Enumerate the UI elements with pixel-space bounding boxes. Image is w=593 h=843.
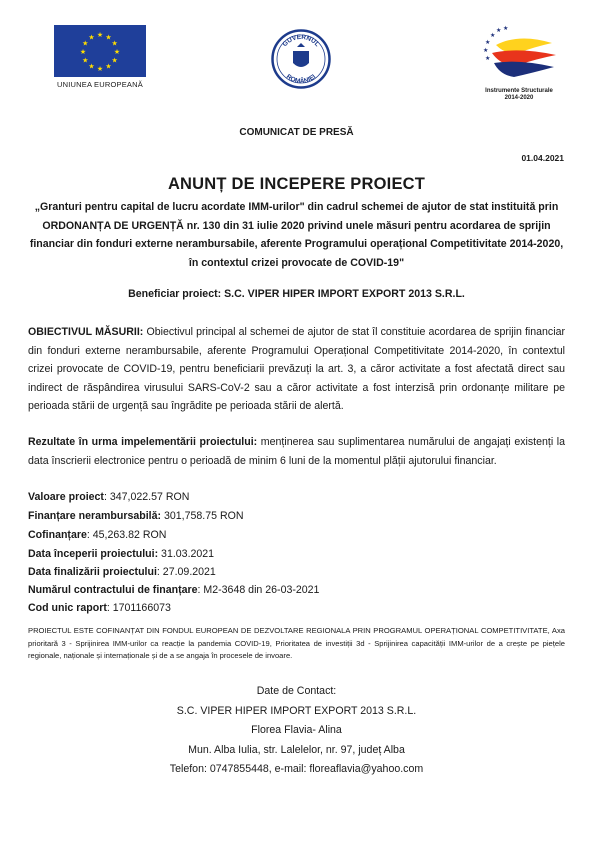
page-title: ANUNȚ DE INCEPERE PROIECT — [167, 175, 426, 193]
results-text: menținerea sau suplimentarea numărului de angajați existenți la data înscrierii electronice pentru o perioadă de minim 6 luni de la momentul plății ajutorului financiar. — [28, 436, 566, 467]
svg-text:★: ★ — [113, 48, 121, 56]
structural-instruments-logo — [474, 25, 564, 105]
objective-label: OBIECTIVUL MĂSURII: — [28, 326, 144, 338]
detail-start-date: Data începerii proiectului: 31.03.2021 — [28, 548, 215, 560]
svg-text:★: ★ — [111, 39, 118, 48]
svg-text:★: ★ — [503, 25, 509, 32]
contact-company: S.C. VIPER HIPER IMPORT EXPORT 2013 S.R.L. — [176, 704, 417, 717]
svg-text:GUVERNUL: GUVERNUL — [281, 33, 321, 49]
results-paragraph — [28, 433, 565, 470]
svg-text:★: ★ — [111, 56, 118, 65]
objective-paragraph — [28, 323, 565, 416]
contact-heading: Date de Contact: — [256, 685, 337, 697]
detail-cofinancing: Cofinanțare: 45,263.82 RON — [28, 529, 167, 541]
press-release-heading: COMUNICAT DE PRESĂ — [239, 127, 354, 138]
svg-text:★: ★ — [485, 55, 491, 62]
svg-text:★: ★ — [96, 65, 104, 73]
results-label: Rezultate în urma impelementării proiectului: — [28, 436, 258, 448]
eu-flag-icon — [54, 25, 146, 77]
release-date: 01.04.2021 — [521, 153, 564, 163]
detail-report-code: Cod unic raport: 1701166073 — [28, 602, 171, 614]
objective-text: Obiectivul principal al schemei de ajutor de stat îl constituie acordarea de sprijin financiar din fonduri externe nerambursabile, aferente Programului Operațional Competitivitate 2014-2020, în contextul crizei provocate de COVID-19, pentru beneficiarii prevăzuți la art. 3, a căror activitate a fost afectată direct sau indirect de răspândirea virusului SARS-CoV-2 sau a căror activitate a fost interzisă prin ordonanțe militare pe perioada stării de urgență sau îngrădite pe perioada stării de alertă. — [28, 326, 565, 412]
structural-instruments-icon — [474, 25, 564, 81]
beneficiary-value: S.C. VIPER HIPER IMPORT EXPORT 2013 S.R.L. — [221, 288, 465, 300]
cofinancing-footnote: PROIECTUL ESTE COFINANȚAT DIN FONDUL EUROPEAN DE DEZVOLTARE REGIONALA PRIN PROGRAMUL OPERAȚIONAL COMPETITIVITATE, Axa prioritară 3 - Sprijinirea IMM-urilor ca reacție la pandemia COVID-19, Prioritatea de investiții 3d - Sprijinirea capacității IMM-urilor de a crește pe piețele regionale, naționale și internaționale și de a se angaja în procesele de invoare. — [28, 626, 565, 661]
structural-instruments-label: Instrumente Structurale — [485, 88, 553, 94]
government-seal-icon — [271, 29, 331, 89]
detail-non-refundable-funding: Finanțare nerambursabilă: 301,758.75 RON — [28, 510, 244, 522]
detail-project-value: Valoare proiect: 347,022.57 RON — [28, 491, 190, 503]
contact-address: Mun. Alba Iulia, str. Lalelelor, nr. 97, județ Alba — [188, 743, 405, 756]
eu-logo — [54, 25, 146, 89]
project-subtitle: „Granturi pentru capital de lucru acordate IMM-urilor" din cadrul schemei de ajutor de stat instituită prin ORDONANȚA DE URGENȚĂ nr. 130 din 31 iulie 2020 privind unele măsuri pentru acordarea de sprijin financiar din fonduri externe nerambursabile, aferente Programului operațional Competitivitate 2014-2020, în contextul crizei provocate de COVID-19" — [29, 201, 564, 269]
svg-text:★: ★ — [82, 56, 89, 65]
svg-text:★: ★ — [88, 33, 95, 42]
eu-label: UNIUNEA EUROPEANĂ — [57, 80, 143, 89]
beneficiary — [0, 288, 593, 300]
svg-text:★: ★ — [79, 48, 87, 56]
government-logo — [271, 29, 331, 89]
svg-text:ROMÂNIEI: ROMÂNIEI — [284, 73, 318, 86]
contact-block — [0, 682, 593, 780]
svg-text:★: ★ — [105, 62, 112, 71]
detail-end-date: Data finalizării proiectului: 27.09.2021 — [28, 566, 216, 578]
contact-person: Florea Flavia- Alina — [251, 724, 342, 736]
contact-phone-email: Telefon: 0747855448, e-mail: floreaflavia@yahoo.com — [169, 763, 424, 775]
detail-contract-number: Numărul contractului de finanțare: M2-3648 din 26-03-2021 — [28, 584, 320, 596]
svg-text:★: ★ — [490, 32, 496, 39]
svg-text:★: ★ — [496, 27, 502, 34]
beneficiary-label: Beneficiar proiect: — [128, 288, 222, 300]
svg-text:★: ★ — [485, 39, 491, 46]
svg-text:★: ★ — [96, 31, 104, 39]
svg-text:★: ★ — [88, 62, 95, 71]
svg-text:★: ★ — [82, 39, 89, 48]
structural-instruments-period: 2014-2020 — [504, 95, 534, 101]
svg-text:★: ★ — [105, 33, 112, 42]
svg-text:★: ★ — [483, 47, 489, 54]
